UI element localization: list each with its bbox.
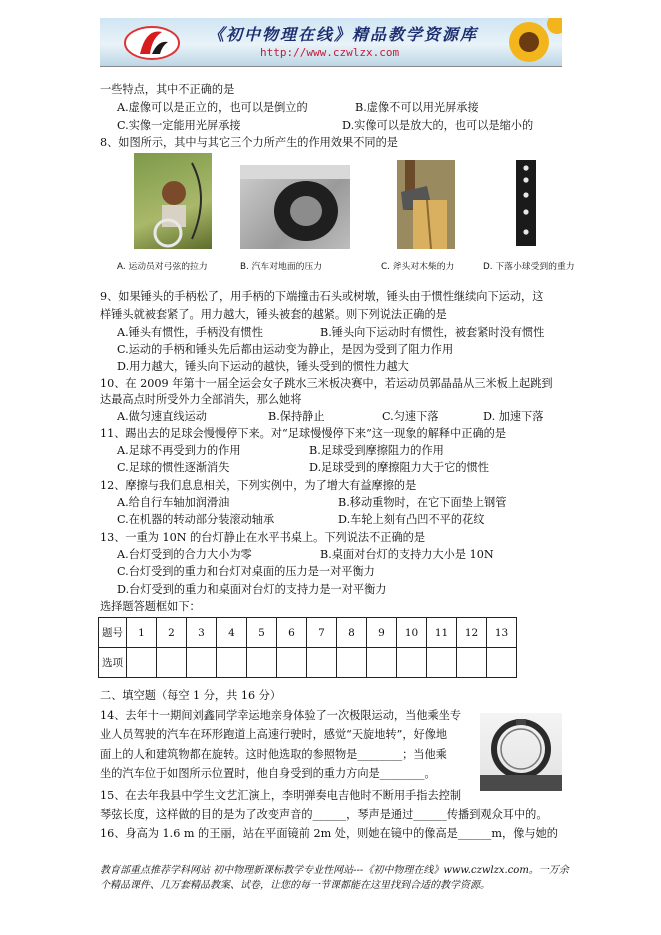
answer-cell[interactable] — [427, 648, 457, 678]
archer-photo — [134, 153, 212, 249]
q7-option-c: C.实像一定能用光屏承接 — [117, 119, 241, 132]
caption-d: D. 下落小球受到的重力 — [483, 262, 575, 272]
answer-cell[interactable] — [277, 648, 307, 678]
answer-table-header-row — [99, 618, 517, 648]
q12-option-c: C.在机器的转动部分装滚动轴承 — [117, 513, 275, 526]
q9-stem-1: 9、如果锤头的手柄松了，用手柄的下端撞击石头或树墩，锤头由于惯性继续向下运动，这 — [100, 290, 544, 303]
q10-stem-2: 达最高点时所受外力全部消失，那么她将 — [100, 393, 302, 406]
question-number-cell: 4 — [217, 618, 247, 648]
q8-stem: 8、如图所示，其中与其它三个力所产生的作用效果不同的是 — [100, 136, 398, 149]
caption-c: C. 斧头对木柴的力 — [381, 262, 455, 272]
question-number-cell: 11 — [427, 618, 457, 648]
answer-cell[interactable] — [367, 648, 397, 678]
q10-option-c: C.匀速下落 — [382, 410, 439, 423]
q11-option-c: C.足球的惯性逐渐消失 — [117, 461, 230, 474]
answer-cell[interactable] — [307, 648, 337, 678]
q7-stem: 一些特点，其中不正确的是 — [100, 83, 235, 96]
loop-track-photo — [480, 713, 562, 791]
q16-stem: 16、身高为 1.6 m 的王丽，站在平面镜前 2m 处，则她在镜中的像高是______m，像与她的 — [100, 827, 558, 840]
tire-photo — [240, 165, 350, 249]
q14-stem-4: 坐的汽车位于如图所示位置时，他自身受到的重力方向是________。 — [100, 767, 436, 780]
question-number-cell: 1 — [127, 618, 157, 648]
banner-title: 《初中物理在线》精品教学资源库 — [208, 25, 479, 44]
caption-a: A. 运动员对弓弦的拉力 — [117, 262, 208, 272]
header-banner — [100, 18, 562, 66]
q13-stem: 13、一重为 10N 的台灯静止在水平书桌上。下列说法不正确的是 — [100, 531, 426, 544]
q12-option-b: B.移动重物时，在它下面垫上钢管 — [338, 496, 507, 509]
footer-line-2: 个精品课件、几万套精品教案、试卷，让您的每一节课都能在这里找到合适的教学资源。 — [100, 880, 490, 891]
answer-cell[interactable] — [217, 648, 247, 678]
answer-cell[interactable] — [157, 648, 187, 678]
answer-cell[interactable] — [397, 648, 427, 678]
q13-option-a: A.台灯受到的合力大小为零 — [117, 548, 252, 561]
q9-stem-2: 样锤头就被套紧了。用力越大，锤头被套的越紧。则下列说法正确的是 — [100, 308, 447, 321]
q9-option-b: B.锤头向下运动时有惯性，被套紧时没有惯性 — [320, 326, 545, 339]
question-number-cell: 7 — [307, 618, 337, 648]
question-number-cell: 8 — [337, 618, 367, 648]
header-rule — [100, 66, 562, 67]
q12-option-a: A.给自行车轴加润滑油 — [117, 496, 230, 509]
answer-cell[interactable] — [187, 648, 217, 678]
banner-url[interactable]: http://www.czwlzx.com — [260, 46, 400, 59]
answer-cell[interactable] — [127, 648, 157, 678]
q11-option-a: A.足球不再受到力的作用 — [117, 444, 241, 457]
q9-option-d: D.用力越大，锤头向下运动的越快，锤头受到的惯性力越大 — [117, 360, 409, 373]
q7-option-b: B.虚像不可以用光屏承接 — [355, 101, 479, 114]
answer-table — [98, 617, 517, 678]
q12-option-d: D.车轮上刻有凸凹不平的花纹 — [338, 513, 485, 526]
answer-table-intro: 选择题答题框如下： — [100, 600, 201, 613]
falling-ball-photo — [516, 160, 536, 246]
axe-wood-photo — [397, 160, 455, 249]
q10-option-b: B.保持静止 — [268, 410, 325, 423]
question-number-cell: 13 — [487, 618, 517, 648]
q10-option-a: A.做匀速直线运动 — [117, 410, 207, 423]
q10-option-d: D. 加速下落 — [483, 410, 544, 423]
question-number-cell: 6 — [277, 618, 307, 648]
answer-cell[interactable] — [337, 648, 367, 678]
question-number-cell: 3 — [187, 618, 217, 648]
site-logo-icon — [122, 24, 182, 62]
q15-stem-2: 琴弦长度，这样做的目的是为了改变声音的______，琴声是通过______传播到观众耳中的。 — [100, 808, 548, 821]
question-number-cell: 2 — [157, 618, 187, 648]
question-number-cell: 9 — [367, 618, 397, 648]
q9-option-a: A.锤头有惯性，手柄没有惯性 — [117, 326, 263, 339]
q12-stem: 12、摩擦与我们息息相关，下列实例中，为了增大有益摩擦的是 — [100, 479, 417, 492]
row-label-answer: 选项 — [99, 648, 127, 678]
caption-b: B. 汽车对地面的压力 — [240, 262, 323, 272]
sunflower-icon — [495, 18, 562, 66]
q10-stem-1: 10、在 2009 年第十一届全运会女子跳水三米板决赛中，若运动员郭晶晶从三米板上起跳到 — [100, 377, 553, 390]
row-label-question: 题号 — [99, 618, 127, 648]
question-number-cell: 5 — [247, 618, 277, 648]
q14-stem-1: 14、去年十一期间刘鑫同学幸运地亲身体验了一次极限运动，当他乘坐专 — [100, 709, 462, 722]
q13-option-d: D.台灯受到的重力和桌面对台灯的支持力是一对平衡力 — [117, 583, 387, 596]
q7-option-d: D.实像可以是放大的，也可以是缩小的 — [342, 119, 534, 132]
q7-option-a: A.虚像可以是正立的，也可以是倒立的 — [117, 101, 308, 114]
question-number-cell: 12 — [457, 618, 487, 648]
q13-option-c: C.台灯受到的重力和台灯对桌面的压力是一对平衡力 — [117, 565, 375, 578]
q11-stem: 11、踢出去的足球会慢慢停下来。对“足球慢慢停下来”这一现象的解释中正确的是 — [100, 427, 507, 440]
q14-stem-2: 业人员驾驶的汽车在环形跑道上高速行驶时，感觉“天旋地转”，好像地 — [100, 728, 448, 741]
footer-line-1: 教育部重点推荐学科网站 初中物理新课标教学专业性网站---《初中物理在线》www.czwlzx.com。一万余 — [100, 865, 569, 876]
q11-option-d: D.足球受到的摩擦阻力大于它的惯性 — [309, 461, 489, 474]
answer-cell[interactable] — [457, 648, 487, 678]
q15-stem-1: 15、在去年我县中学生文艺汇演上，李明弹奏电吉他时不断用手指去控制 — [100, 789, 462, 802]
section-2-heading: 二、填空题（每空 1 分，共 16 分） — [100, 689, 282, 702]
question-number-cell: 10 — [397, 618, 427, 648]
q13-option-b: B.桌面对台灯的支持力大小是 10N — [320, 548, 494, 561]
answer-table-answer-row — [99, 648, 517, 678]
answer-cell[interactable] — [247, 648, 277, 678]
q11-option-b: B.足球受到摩擦阻力的作用 — [309, 444, 444, 457]
q14-stem-3: 面上的人和建筑物都在旋转。这时他选取的参照物是________；当他乘 — [100, 748, 447, 761]
answer-cell[interactable] — [487, 648, 517, 678]
q9-option-c: C.运动的手柄和锤头先后都由运动变为静止，是因为受到了阻力作用 — [117, 343, 454, 356]
